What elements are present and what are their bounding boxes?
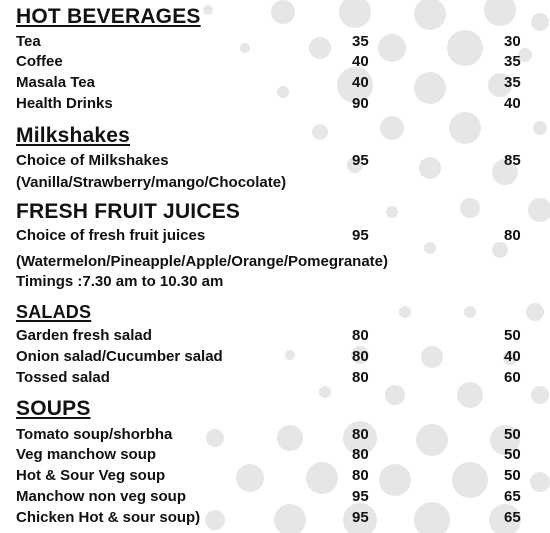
item-price-1: 95 — [352, 152, 369, 169]
item-price-2: 35 — [504, 74, 521, 91]
item-price-1: 95 — [352, 227, 369, 244]
item-price-1: 40 — [352, 74, 369, 91]
item-price-2: 50 — [504, 446, 521, 463]
item-price-2: 35 — [504, 53, 521, 70]
item-price-2: 50 — [504, 467, 521, 484]
section-heading-hot-beverages: HOT BEVERAGES — [16, 5, 201, 28]
menu-row — [0, 95, 550, 115]
item-name: Tomato soup/shorbha — [16, 426, 173, 443]
item-name: Choice of fresh fruit juices — [16, 227, 206, 244]
item-price-1: 80 — [352, 348, 369, 365]
menu-row — [0, 467, 550, 487]
item-price-2: 50 — [504, 426, 521, 443]
item-name: Chicken Hot & sour soup) — [16, 509, 201, 526]
item-price-1: 95 — [352, 509, 369, 526]
item-price-1: 80 — [352, 327, 369, 344]
item-price-2: 65 — [504, 509, 521, 526]
item-name: Tea — [16, 33, 41, 50]
menu-row — [0, 327, 550, 347]
item-price-2: 65 — [504, 488, 521, 505]
item-name: Veg manchow soup — [16, 446, 157, 463]
menu-row — [0, 152, 550, 172]
menu-row — [0, 488, 550, 508]
item-price-2: 40 — [504, 95, 521, 112]
item-name: Onion salad/Cucumber salad — [16, 348, 223, 365]
milkshake-flavours-note: (Vanilla/Strawberry/mango/Chocolate) — [16, 174, 287, 191]
item-price-1: 80 — [352, 369, 369, 386]
item-name: Tossed salad — [16, 369, 110, 386]
menu-row — [0, 53, 550, 73]
section-heading-milkshakes: Milkshakes — [16, 124, 131, 147]
menu-row — [0, 509, 550, 529]
item-price-1: 40 — [352, 53, 369, 70]
menu-row — [0, 33, 550, 53]
item-name: Hot & Sour Veg soup — [16, 467, 166, 484]
item-name: Health Drinks — [16, 95, 113, 112]
item-name: Coffee — [16, 53, 63, 70]
item-price-2: 40 — [504, 348, 521, 365]
item-price-1: 80 — [352, 467, 369, 484]
item-price-1: 95 — [352, 488, 369, 505]
section-heading-fresh-fruit-juices: FRESH FRUIT JUICES — [16, 200, 241, 223]
section-heading-salads: SALADS — [16, 302, 92, 322]
menu-row — [0, 227, 550, 247]
item-price-2: 30 — [504, 33, 521, 50]
item-name: Choice of Milkshakes — [16, 152, 169, 169]
item-price-1: 80 — [352, 426, 369, 443]
menu-row — [0, 446, 550, 466]
juice-timings: Timings :7.30 am to 10.30 am — [16, 273, 224, 290]
menu-row — [0, 369, 550, 389]
item-price-2: 85 — [504, 152, 521, 169]
item-price-2: 50 — [504, 327, 521, 344]
menu-row — [0, 426, 550, 446]
item-price-1: 90 — [352, 95, 369, 112]
juice-fruits-note: (Watermelon/Pineapple/Apple/Orange/Pomegranate) — [16, 253, 389, 270]
item-price-1: 35 — [352, 33, 369, 50]
menu-row — [0, 348, 550, 368]
item-name: Masala Tea — [16, 74, 95, 91]
item-price-2: 60 — [504, 369, 521, 386]
item-price-2: 80 — [504, 227, 521, 244]
section-heading-soups: SOUPS — [16, 397, 91, 420]
item-price-1: 80 — [352, 446, 369, 463]
menu-row — [0, 74, 550, 94]
item-name: Manchow non veg soup — [16, 488, 187, 505]
item-name: Garden fresh salad — [16, 327, 152, 344]
